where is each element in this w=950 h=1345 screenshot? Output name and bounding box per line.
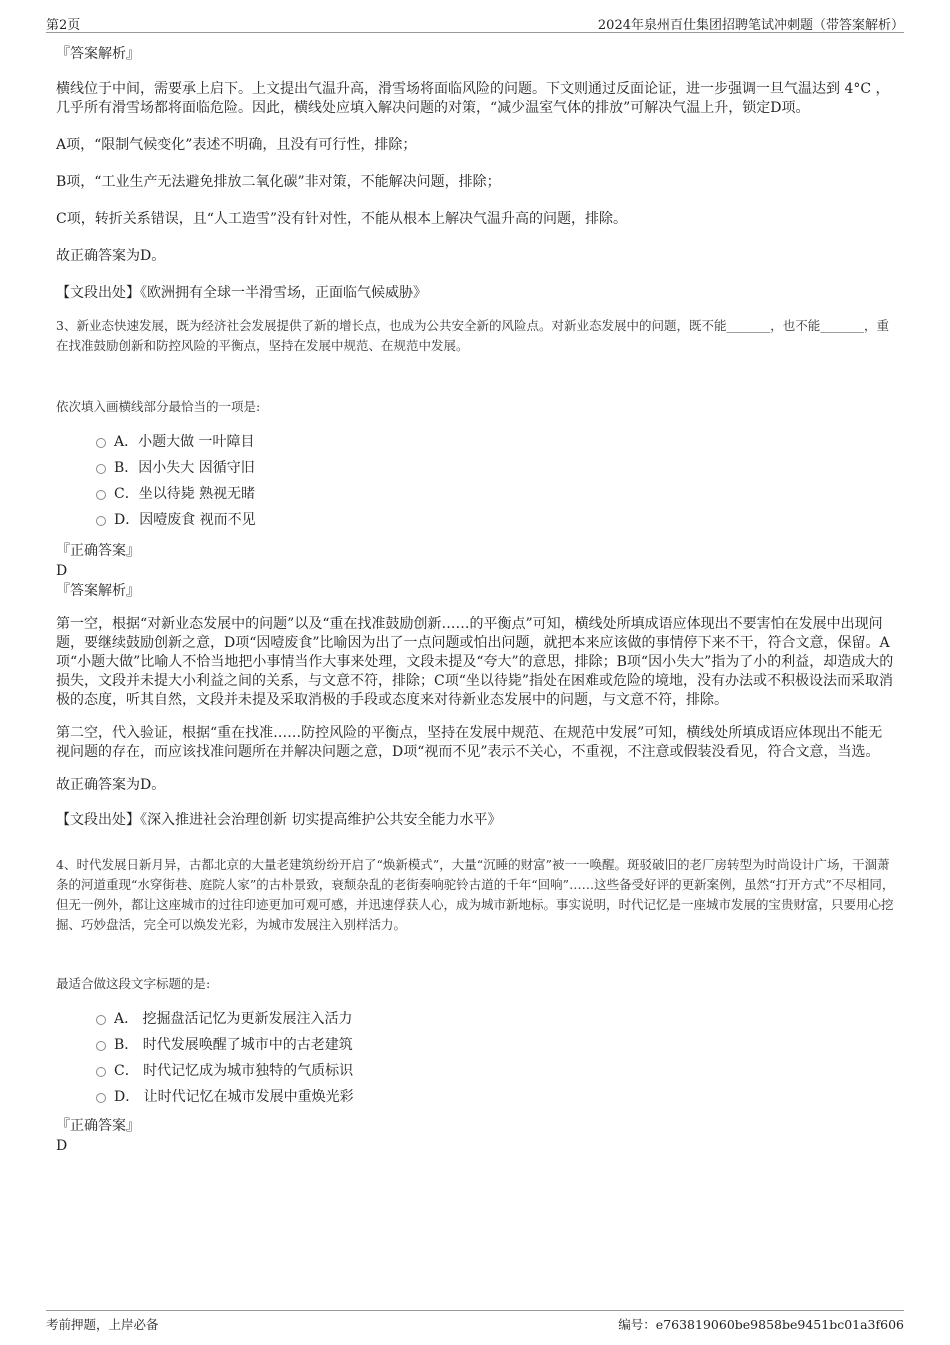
footer-note: 考前押题，上岸必备 (46, 1317, 159, 1332)
radio-button-icon[interactable] (96, 1093, 106, 1103)
radio-button-icon[interactable] (96, 1067, 106, 1077)
q2-source: 【文段出处】《欧洲拥有全球一半滑雪场，正面临气候威胁》 (56, 285, 427, 301)
main-content (56, 44, 896, 1156)
q4-option-c[interactable]: C． 时代记忆成为城市独特的气质标识 (96, 1058, 896, 1084)
q3-stem: 3、新业态快速发展，既为经济社会发展提供了新的增长点，也成为公共安全新的风险点。对新业态发展中的问题，既不能_______，也不能_______，重在找准鼓励创新和防控风险的平衡点，坚持在发展中规范、在规范中发展。 (56, 317, 889, 353)
radio-button-icon[interactable] (96, 438, 106, 448)
q3-conclusion: 故正确答案为D。 (56, 777, 166, 793)
q4-option-b[interactable]: B． 时代发展唤醒了城市中的古老建筑 (96, 1032, 896, 1058)
q4-answer-heading: 『正确答案』 (56, 1118, 140, 1134)
q3-option-a[interactable]: A．小题大做 一叶障目 (96, 429, 896, 455)
q2-analysis-heading: 『答案解析』 (56, 46, 140, 62)
q4-options (96, 1006, 896, 1110)
q3-options (96, 429, 896, 533)
radio-button-icon[interactable] (96, 516, 106, 526)
page-header (46, 10, 904, 33)
q3-option-d[interactable]: D．因噎废食 视而不见 (96, 507, 896, 533)
q3-answer: D (56, 563, 68, 579)
q3-answer-heading: 『正确答案』 (56, 543, 140, 559)
q2-analysis-paragraph: 横线位于中间，需要承上启下。上文提出气温升高，滑雪场将面临风险的问题。下文则通过反面论证，进一步强调一旦气温达到 4°C ，几乎所有滑雪场都将面临危险。因此，横线处应填入解决问题的对策，“减少温室气体的排放”可解决气温上升，锁定D项。 (56, 81, 890, 116)
q2-analysis-option-a: A项，“限制气候变化”表述不明确，且没有可行性，排除； (56, 137, 417, 153)
q4-stem: 4、时代发展日新月异，古都北京的大量老建筑纷纷开启了“焕新模式”，大量“沉睡的财富”被一一唤醒。斑驳破旧的老厂房转型为时尚设计广场，干涸萧条的河道重现“水穿街巷、庭院人家”的古朴景致，衰颓杂乱的老街奏响驼铃古道的千年“回响”……这些备受好评的更新案例，虽然“打开方式”不尽相同，但无一例外，都让这座城市的过往印迹更加可观可感，并迅速俘获人心，成为城市新地标。事实说明，时代记忆是一座城市发展的宝贵财富，只要用心挖掘、巧妙盘活，完全可以焕发光彩，为城市发展注入别样活力。 (56, 856, 895, 932)
q4-option-d[interactable]: D． 让时代记忆在城市发展中重焕光彩 (96, 1084, 896, 1110)
q3-option-c[interactable]: C．坐以待毙 熟视无睹 (96, 481, 896, 507)
q2-conclusion: 故正确答案为D。 (56, 248, 166, 264)
document-title: 2024年泉州百仕集团招聘笔试冲刺题（带答案解析） (597, 18, 904, 33)
q3-analysis-paragraph-2: 第二空，代入验证，根据“重在找准……防控风险的平衡点，坚持在发展中规范、在规范中发展”可知，横线处所填成语应体现出不能无视问题的存在，而应该找准问题所在并解决问题之意，D项“视而不见”表示不关心，不重视，不注意或假装没看见，符合文意，当选。 (56, 725, 883, 760)
radio-button-icon[interactable] (96, 464, 106, 474)
page-footer (46, 1310, 904, 1333)
q4-option-a[interactable]: A． 挖掘盘活记忆为更新发展注入活力 (96, 1006, 896, 1032)
q3-source: 【文段出处】《深入推进社会治理创新 切实提高维护公共安全能力水平》 (56, 812, 502, 828)
q3-analysis-heading: 『答案解析』 (56, 583, 140, 599)
q3-prompt: 依次填入画横线部分最恰当的一项是: (56, 398, 261, 414)
q2-analysis-option-b: B项，“工业生产无法避免排放二氧化碳”非对策，不能解决问题，排除； (56, 174, 501, 190)
q4-answer: D (56, 1138, 68, 1154)
radio-button-icon[interactable] (96, 1041, 106, 1051)
radio-button-icon[interactable] (96, 490, 106, 500)
document-code: 编号：e763819060be9858be9451bc01a3f606 (618, 1317, 904, 1332)
q3-option-b[interactable]: B．因小失大 因循守旧 (96, 455, 896, 481)
q4-prompt: 最适合做这段文字标题的是: (56, 975, 211, 991)
q3-analysis-paragraph-1: 第一空，根据“对新业态发展中的问题”以及“重在找准鼓励创新……的平衡点”可知，横线处所填成语应体现出不要害怕在发展中出现问题，要继续鼓励创新之意，D项“因噎废食”比喻因为出了一点问题或怕出问题，就把本来应该做的事情停下来不干，符合文意，保留。A项“小题大做”比喻人不恰当地把小事情当作大事来处理，文段未提及“夸大”的意思，排除；B项“因小失大”指为了小的利益，却造成大的损失，文段并未提大小利益之间的关系，与文意不符，排除；C项“坐以待毙”指处在困难或危险的境地，没有办法或不积极设法而采取消极的态度，听其自然，文段并未提及采取消极的手段或态度来对待新业态发展中的问题，与文意不符，排除。 (56, 616, 894, 708)
radio-button-icon[interactable] (96, 1015, 106, 1025)
page-number: 第2页 (46, 18, 81, 33)
q2-analysis-option-c: C项，转折关系错误，且“人工造雪”没有针对性，不能从根本上解决气温升高的问题，排除。 (56, 211, 628, 227)
